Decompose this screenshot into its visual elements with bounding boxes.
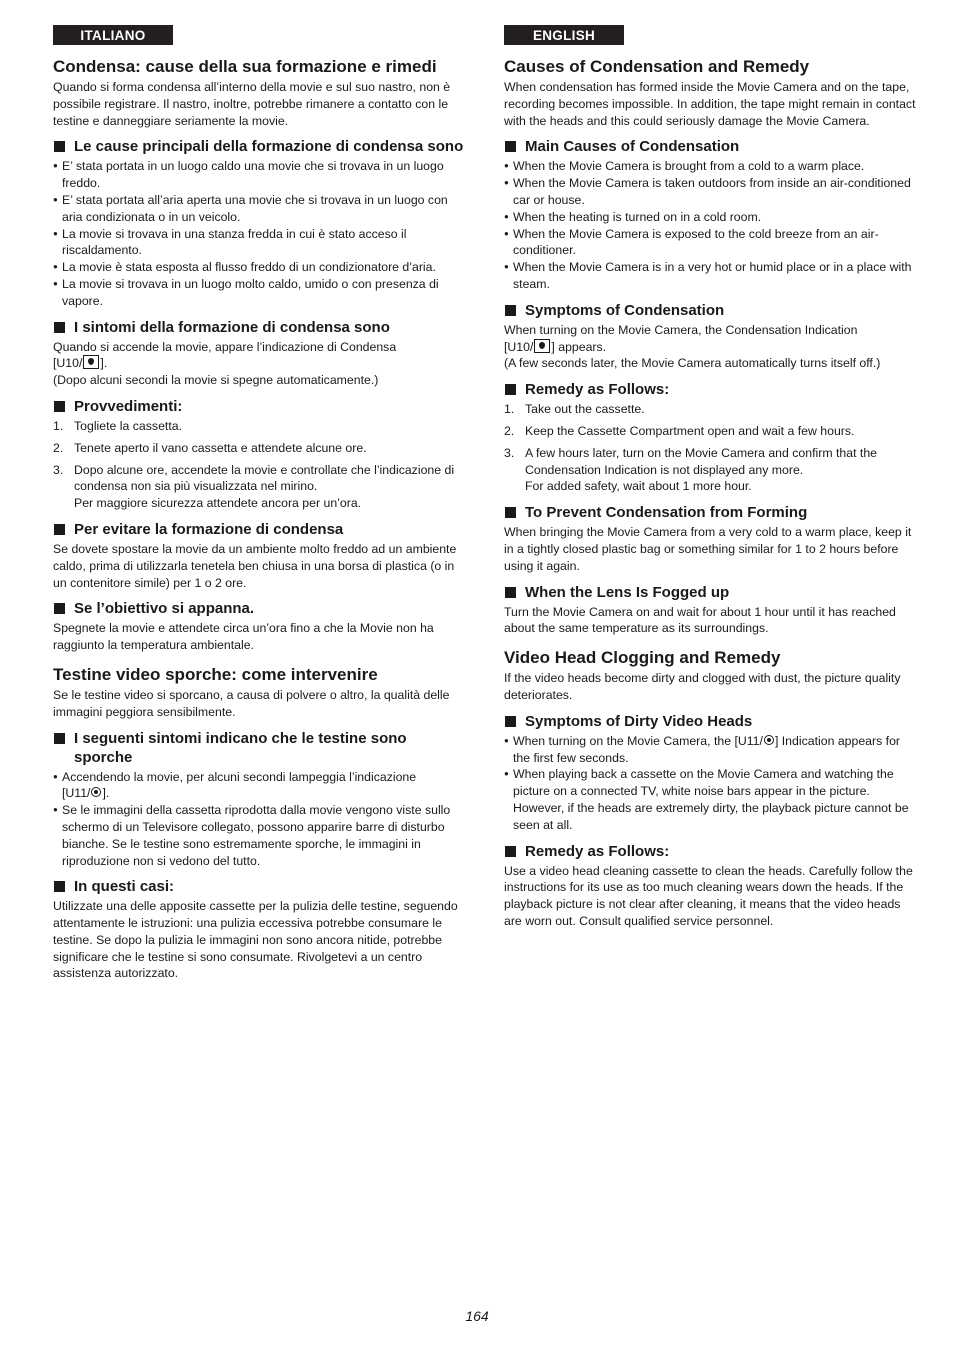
causes-list	[53, 158, 467, 309]
code-prefix: [U11/	[62, 786, 91, 801]
list-item: ● When the Movie Camera is in a very hot or humid place or in a place with steam.	[504, 259, 920, 293]
step-text: Keep the Cassette Compartment open and wait a few hours.	[525, 423, 855, 438]
list-item: ● When the heating is turned on in a cold room.	[504, 209, 920, 226]
heading-text: When the Lens Is Fogged up	[525, 583, 730, 601]
step-text: Dopo alcune ore, accendete la movie e controllate che l’indicazione di condensa non sia più visualizzata nel mirino.	[74, 462, 455, 494]
square-bullet-icon	[505, 384, 516, 395]
language-tab-italiano: ITALIANO	[53, 25, 173, 45]
heading-main-causes	[53, 137, 467, 156]
symptoms-line: When turning on the Movie Camera, the Condensation Indication	[504, 322, 858, 337]
remedy-heads-text: Use a video head cleaning cassette to clean the heads. Carefully follow the instructions for its use as too much cleaning wears down the heads. If the playback picture is not clear after cleaning, it means that the video heads are worn out. Consult qualified service personnel.	[504, 863, 913, 928]
heading-text: Symptoms of Condensation	[525, 301, 725, 319]
list-item: ● When the Movie Camera is exposed to the cold breeze from an air-conditioner.	[504, 226, 920, 260]
list-item: ● When playing back a cassette on the Movie Camera and watching the picture on a connected TV, white noise bars appear in the picture. However, if the heads are extremely dirty, the playback picture cannot be seen at all.	[504, 766, 920, 833]
page-number: 164	[465, 1308, 489, 1324]
section-title-condensation: Condensa: cause della sua formazione e rimedi	[53, 57, 437, 76]
condensation-icon	[534, 339, 550, 353]
italian-column	[53, 25, 467, 982]
heading-text: Remedy as Follows:	[525, 381, 670, 399]
bullet-text: Accendendo la movie, per alcuni secondi lampeggia l’indicazione	[62, 769, 417, 784]
step-text: Togliete la cassetta.	[74, 418, 182, 433]
step-number: 3.	[504, 445, 515, 460]
code-suffix: ].	[100, 356, 108, 371]
head-clog-icon	[764, 735, 774, 745]
remedy-steps	[53, 418, 467, 512]
symptoms-note: (Dopo alcuni secondi la movie si spegne automaticamente.)	[53, 373, 379, 388]
heading-text: In questi casi:	[74, 878, 175, 896]
condensation-icon	[83, 355, 99, 369]
causes-list	[504, 158, 920, 292]
heading-text: Per evitare la formazione di condensa	[74, 520, 344, 538]
step-number: 2.	[504, 423, 515, 438]
list-item: ● Se le immagini della cassetta riprodotta dalla movie vengono viste sullo schermo di un Televisore collegato, possono apparire barre di disturbo bianche. Se le testine sono estremamente sporche, le immagini in riproduzione non si vedono del tutto.	[53, 802, 467, 869]
video-heads-intro: Se le testine video si sporcano, a causa di polvere o altro, la qualità delle immagini peggiora sensibilmente.	[53, 687, 450, 719]
heading-main-causes	[504, 137, 920, 156]
heading-lens-fogged	[53, 599, 467, 618]
list-item	[53, 418, 467, 435]
list-item	[504, 733, 920, 767]
step-note: For added safety, wait about 1 more hour.	[525, 479, 752, 494]
heading-lens-fogged	[504, 583, 920, 602]
bullet-text: ] Indication appears for the first few seconds.	[513, 733, 901, 765]
section-title-condensation: Causes of Condensation and Remedy	[504, 57, 810, 76]
dirty-symptoms-list	[504, 733, 920, 834]
lens-text: Turn the Movie Camera on and wait for about 1 hour until it has reached about the same temperature as its surroundings.	[504, 604, 896, 636]
heading-prevent	[53, 520, 467, 539]
square-bullet-icon	[54, 733, 65, 744]
heading-remedy	[504, 380, 920, 399]
step-number: 3.	[53, 462, 64, 477]
square-bullet-icon	[505, 587, 516, 598]
language-tab-english: ENGLISH	[504, 25, 624, 45]
list-item	[504, 445, 920, 495]
step-text: Tenete aperto il vano cassetta e attendete alcune ore.	[74, 440, 367, 455]
heading-text: Symptoms of Dirty Video Heads	[525, 712, 753, 730]
heading-text: Le cause principali della formazione di condensa sono	[74, 138, 464, 156]
list-item: ● La movie è stata esposta al flusso freddo di un condizionatore d’aria.	[53, 259, 467, 276]
prevent-text: Se dovete spostare la movie da un ambiente molto freddo ad un ambiente caldo, prima di utilizzarla tenetela ben chiusa in una borsa di plastica (o in un contenitore simile) per 1 o 2 ore.	[53, 541, 457, 590]
symptoms-note: (A few seconds later, the Movie Camera automatically turns itself off.)	[504, 356, 881, 371]
list-item	[53, 462, 467, 512]
heading-dirty-symptoms	[504, 712, 920, 731]
list-item	[53, 769, 467, 803]
head-clog-icon	[91, 787, 101, 797]
bullet-text: When turning on the Movie Camera, the [U11/	[513, 733, 763, 748]
square-bullet-icon	[505, 507, 516, 518]
square-bullet-icon	[54, 141, 65, 152]
code-prefix: [U10/	[504, 339, 534, 354]
step-text: A few hours later, turn on the Movie Camera and confirm that the Condensation Indication is not displayed any more.	[525, 445, 878, 477]
step-number: 1.	[504, 402, 515, 417]
code-prefix: [U10/	[53, 356, 83, 371]
condensation-intro: When condensation has formed inside the Movie Camera and on the tape, recording becomes impossible. In addition, the tape might remain in contact with the heads and this could seriously damage the Movie Camera.	[504, 80, 916, 128]
heading-text: Provvedimenti:	[74, 397, 183, 415]
square-bullet-icon	[505, 141, 516, 152]
square-bullet-icon	[505, 305, 516, 316]
step-number: 1.	[53, 418, 64, 433]
list-item	[504, 401, 920, 418]
heading-remedy	[53, 397, 467, 416]
section-title-video-heads: Video Head Clogging and Remedy	[504, 648, 781, 668]
code-suffix: ].	[102, 786, 110, 801]
heading-prevent	[504, 503, 920, 522]
remedy-steps	[504, 401, 920, 495]
video-heads-intro: If the video heads become dirty and clogged with dust, the picture quality deteriorates.	[504, 671, 901, 702]
list-item	[53, 440, 467, 457]
lens-text: Spegnete la movie e attendete circa un’ora fino a che la Movie non ha raggiunto la temperatura ambientale.	[53, 621, 434, 653]
square-bullet-icon	[54, 881, 65, 892]
list-item: ● E’ stata portata all’aria aperta una movie che si trovava in un luogo con aria condizionata o in un veicolo.	[53, 192, 467, 226]
heading-dirty-symptoms	[53, 729, 467, 767]
heading-symptoms	[504, 301, 920, 320]
prevent-text: When bringing the Movie Camera from a very cold to a warm place, keep it in a tightly closed plastic bag or something similar for 1 to 2 hours before using it again.	[504, 525, 912, 573]
step-note: Per maggiore sicurezza attendete ancora per un’ora.	[74, 496, 362, 511]
symptoms-text	[504, 322, 920, 372]
square-bullet-icon	[54, 603, 65, 614]
code-suffix: ] appears.	[551, 339, 607, 354]
symptoms-line: Quando si accende la movie, appare l’indicazione di Condensa	[53, 339, 397, 354]
list-item: ● La movie si trovava in un luogo molto caldo, umido o con presenza di vapore.	[53, 276, 467, 310]
condensation-intro: Quando si forma condensa all’interno della movie e sul suo nastro, non è possibile registrare. Il nastro, inoltre, potrebbe rimanere a contatto con le testine e danneggiare seriamente la movie.	[53, 80, 451, 128]
square-bullet-icon	[54, 401, 65, 412]
cases-text: Utilizzate una delle apposite cassette per la pulizia delle testine, seguendo attentamente le istruzioni: una pulizia eccessiva potrebbe consumare le testine. Se dopo la pulizia le immagini non sono ancora nitide, potrebbe significare che le testine si sono consumate. Rivolgetevi a un centro assistenza autorizzato.	[53, 899, 458, 981]
heading-text: Main Causes of Condensation	[525, 138, 740, 156]
heading-text: To Prevent Condensation from Forming	[525, 504, 808, 522]
dirty-symptoms-list	[53, 769, 467, 870]
heading-cases	[53, 877, 467, 896]
step-text: Take out the cassette.	[525, 402, 645, 417]
heading-text: Se l’obiettivo si appanna.	[74, 600, 255, 618]
list-item: ● When the Movie Camera is taken outdoors from inside an air-conditioned car or house.	[504, 175, 920, 209]
english-column	[504, 25, 920, 930]
list-item: ● La movie si trovava in una stanza fredda in cui è stato acceso il riscaldamento.	[53, 226, 467, 260]
heading-remedy-heads	[504, 842, 920, 861]
section-title-video-heads: Testine video sporche: come intervenire	[53, 664, 378, 684]
square-bullet-icon	[505, 846, 516, 857]
list-item: ● E’ stata portata in un luogo caldo una movie che si trovava in un luogo freddo.	[53, 158, 467, 192]
list-item: ● When the Movie Camera is brought from a cold to a warm place.	[504, 158, 920, 175]
square-bullet-icon	[54, 322, 65, 333]
list-item	[504, 423, 920, 440]
square-bullet-icon	[505, 716, 516, 727]
heading-text: Remedy as Follows:	[525, 842, 670, 860]
heading-symptoms	[53, 318, 467, 337]
symptoms-text	[53, 339, 467, 389]
heading-text: I sintomi della formazione di condensa sono	[74, 318, 390, 336]
square-bullet-icon	[54, 524, 65, 535]
heading-text: I seguenti sintomi indicano che le testine sono sporche	[74, 729, 407, 766]
step-number: 2.	[53, 440, 64, 455]
